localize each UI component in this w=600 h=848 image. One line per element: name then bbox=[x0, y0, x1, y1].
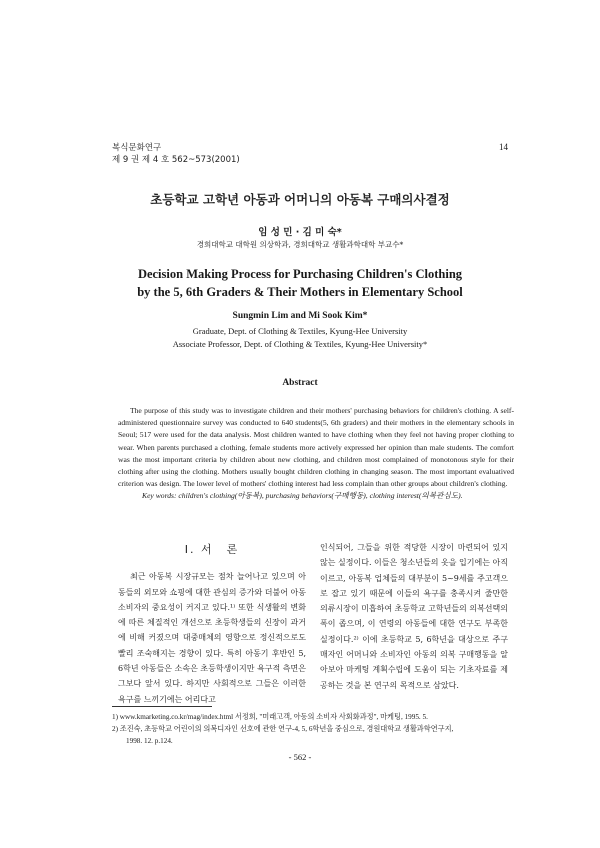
korean-affiliation: 경희대학교 대학원 의상학과, 경희대학교 생활과학대학 부교수* bbox=[196, 240, 404, 249]
section-heading: Ⅰ. 서 론 bbox=[184, 543, 240, 556]
english-authors: Sungmin Lim and Mi Sook Kim* bbox=[232, 311, 368, 321]
page-number-bottom: - 562 - bbox=[288, 752, 312, 762]
volume-issue: 제 9 권 제 4 호 562~573(2001) bbox=[112, 155, 240, 165]
korean-title: 초등학교 고학년 아동과 어머니의 아동복 구매의사결정 bbox=[150, 192, 450, 207]
page-number-top: 14 bbox=[499, 142, 508, 152]
left-column-text: 최근 아동복 시장규모는 점차 늘어나고 있으며 아동들의 외모와 쇼핑에 대한 관심의 증가와 더불어 아동소비자의 중요성이 커지고 있다.¹⁾ 또한 식생활의 변화에 따른 체질적인 개선으로 초등학생들의 신장이 과거에 비해 커졌으며 대중매체의 영향으로 정신적으로도 빨리 조숙해지는 경향이 있다. 특히 아동기 후반인 5, 6학년 아동들은 소속은 초등학생이지만 욕구적 측면은 그보다 앞서 있다. 하지만 사회적으로 그들은 이러한 욕구를 느끼기에는 어리다고 bbox=[118, 572, 306, 704]
abstract-text: The purpose of this study was to investigate children and their mothers' purchasing behaviors for children's clothing. A self-administered questionnaire survey was conducted to 640 students(5, 6th graders) and their mothers in the elementary schools in Seoul; 517 were used for the data analysis. Most children wanted to have clothing when they feel not having proper clothing to wear. When parents purchased a clothing, female students more actively expressed her opinion than male students. The comfort was the most important criteria by children about new clothing, and children most complained of monotonous style for their clothing after using the clothing. Mothers usually bought children clothing in changing season. The most important evaluatived criterion was design. The lower level of mothers' clothing interest had less complain than other groups about children's clothing. bbox=[118, 406, 514, 489]
abstract-heading: Abstract bbox=[282, 378, 318, 388]
journal-name: 복식문화연구 bbox=[112, 143, 162, 153]
right-column-text: 인식되어, 그들을 위한 적당한 시장이 마련되어 있지 않는 실정이다. 이들은 청소년들의 옷을 입기에는 아직 이르고, 아동복 업체들의 대부분이 5~9세를 주고객으로 잡고 있기 때문에 이들의 욕구를 충족시켜 줄만한 의류시장이 미흡하여 초등학교 고학년들의 의복선택의 폭이 좁으며, 이 연령의 아동들에 대한 연구도 부족한 실정이다.²⁾ 이에 초등학교 5, 6학년을 대상으로 주구매자인 어머니와 소비자인 아동의 의복 구매행동을 알아보아 마케팅 계획수립에 도움이 되는 기초자료를 제공하는 것을 본 연구의 목적으로 삼았다. bbox=[320, 543, 508, 690]
english-title-line1: Decision Making Process for Purchasing Children's Clothing bbox=[137, 267, 463, 281]
footnote-1: 1) www.kmarketing.co.kr/mag/index.html 서정희, "미래고객, 아동의 소비자 사회화과정", 마케팅, 1995. 5. bbox=[112, 713, 428, 721]
english-title-line2: by the 5, 6th Graders & Their Mothers in Elementary School bbox=[137, 285, 463, 299]
footnote-2: 2) 조진숙, 초등학교 어린이의 의복디자인 선호에 관한 연구-4, 5, 6학년을 중심으로, 경원대학교 생활과학연구지, bbox=[112, 725, 454, 733]
journal-header bbox=[112, 142, 240, 166]
left-column bbox=[118, 540, 306, 707]
english-affiliation bbox=[0, 325, 600, 351]
footnote-rule bbox=[112, 706, 212, 707]
footnotes bbox=[112, 711, 514, 747]
korean-authors: 임 성 민 · 김 미 숙* bbox=[258, 227, 342, 238]
english-title bbox=[0, 265, 600, 301]
abstract-body bbox=[118, 405, 514, 503]
english-affiliation-line2: Associate Professor, Dept. of Clothing & Textiles, Kyung-Hee University* bbox=[172, 339, 428, 349]
keywords: Key words: children's clothing(아동복), purchasing behaviors(구매행동), clothing interest(의복관심도). bbox=[142, 491, 463, 501]
footnote-2-continued: 1998. 12. p.124. bbox=[126, 737, 173, 745]
right-column bbox=[320, 540, 508, 693]
english-affiliation-line1: Graduate, Dept. of Clothing & Textiles, Kyung-Hee University bbox=[192, 326, 408, 336]
